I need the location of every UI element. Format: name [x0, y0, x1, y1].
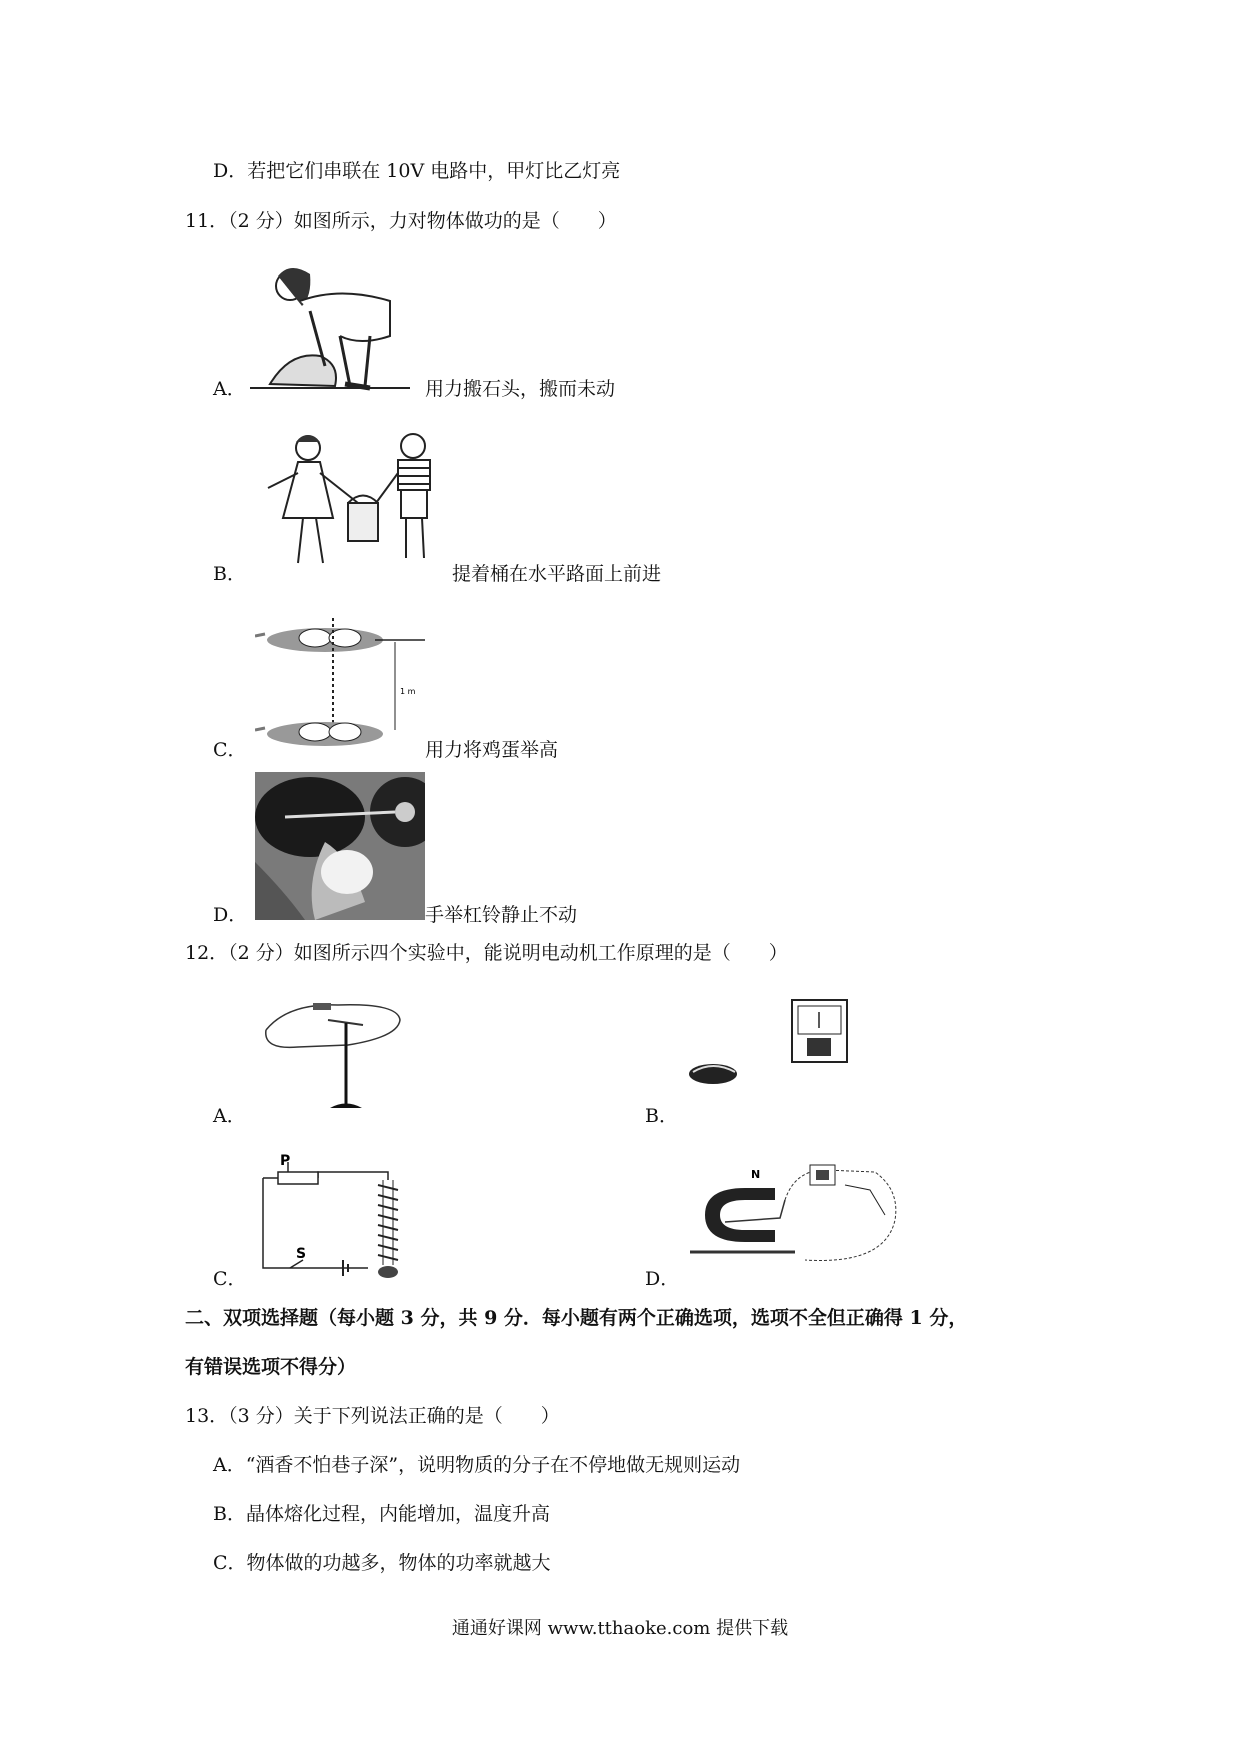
q12-option-b-label: B． — [645, 1105, 678, 1127]
q12-option-d-label: D． — [645, 1268, 680, 1290]
q11-option-c-caption: 用力将鸡蛋举高 — [425, 739, 559, 761]
q13-option-a: A．“酒香不怕巷子深”，说明物质的分子在不停地做无规则运动 — [213, 1454, 741, 1476]
q13-option-b: B．晶体熔化过程，内能增加，温度升高 — [213, 1503, 550, 1525]
q12-option-a-label: A． — [213, 1105, 246, 1127]
q12-option-c-label: C． — [213, 1268, 247, 1290]
q11-figure-c-lifting-eggs — [255, 612, 425, 752]
q12-stem: 12．（2 分）如图所示四个实验中，能说明电动机工作原理的是（ ） — [185, 942, 788, 964]
q11-option-d-caption: 手举杠铃静止不动 — [425, 904, 578, 926]
q11-option-a-caption: 用力搬石头，搬而未动 — [425, 378, 616, 400]
q11-figure-d-holding-barbell — [255, 772, 425, 920]
q12-figure-b-magnet-and-meter — [685, 998, 860, 1098]
q13-stem: 13．（3 分）关于下列说法正确的是（ ） — [185, 1405, 560, 1427]
q11-option-b-caption: 提着桶在水平路面上前进 — [452, 563, 662, 585]
section2-heading-line1: 二、双项选择题（每小题 3 分，共 9 分．每小题有两个正确选项，选项不全但正确得 1 分， — [185, 1307, 968, 1329]
q12-figure-c-s-label: S — [296, 1246, 307, 1262]
q11-option-c-label: C． — [213, 739, 247, 761]
q11-option-b-label: B． — [213, 563, 246, 585]
q10-option-d: D．若把它们串联在 10V 电路中，甲灯比乙灯亮 — [213, 160, 621, 182]
q13-option-c: C．物体做的功越多，物体的功率就越大 — [213, 1552, 551, 1574]
q12-figure-a-compass-under-wire — [258, 995, 403, 1120]
q11-option-a-label: A． — [213, 378, 246, 400]
q12-figure-c-electromagnet-circuit — [258, 1150, 418, 1280]
q11-figure-b-carrying-bucket — [258, 428, 458, 578]
q11-figure-a-lifting-stone — [250, 256, 410, 396]
section2-heading-line2: 有错误选项不得分） — [185, 1356, 357, 1378]
q11-stem: 11．（2 分）如图所示，力对物体做功的是（ ） — [185, 210, 617, 232]
q12-figure-c-p-label: P — [280, 1153, 291, 1169]
page-footer: 通通好课网 www.tthaoke.com 提供下载 — [451, 1618, 789, 1639]
q11-figure-c-height-label: 1 m — [400, 687, 416, 696]
q12-figure-d-generator-magnet — [685, 1160, 910, 1280]
q12-figure-d-n-label: N — [751, 1168, 761, 1181]
q11-option-d-label: D． — [213, 904, 248, 926]
